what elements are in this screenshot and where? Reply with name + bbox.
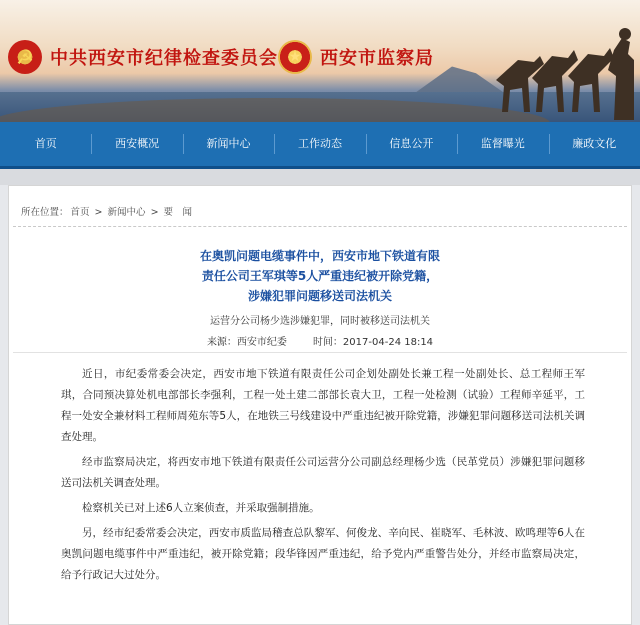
- terracotta-warriors-icon: [488, 20, 638, 122]
- article-paragraph: 检察机关已对上述6人立案侦查，并采取强制措施。: [82, 502, 320, 514]
- breadcrumb-separator: >: [147, 207, 162, 218]
- article-paragraph: 另，经市纪委常委会决定，西安市质监局稽查总队黎军、何俊龙、辛向民、崔晓军、毛林波、欧鸣理等6人在奥凯问题电缆事件中严重违纪，被开除党籍；段华锋因严重违纪，给予党内严重警告处分，并经市监察局决定，给予行政记大过处分。: [61, 527, 585, 581]
- party-emblem-icon: ☭: [8, 40, 42, 74]
- breadcrumb-prefix: 所在位置：: [21, 207, 69, 218]
- nav-item-supervision-exposure[interactable]: 监督曝光: [457, 122, 548, 166]
- site-banner: [0, 0, 640, 122]
- nav-item-home[interactable]: 首页: [34, 137, 57, 150]
- breadcrumb-headlines[interactable]: 要 闻: [163, 207, 193, 218]
- nav-item-integrity-culture[interactable]: 廉政文化: [549, 122, 640, 166]
- article-title-line: 在奥凯问题电缆事件中，西安市地下铁道有限: [199, 249, 440, 263]
- article-title-line: 责任公司王军琪等5人严重违纪被开除党籍，: [201, 269, 439, 283]
- article-title-line: 涉嫌犯罪问题移送司法机关: [247, 289, 392, 303]
- nav-item-xian-overview[interactable]: 西安概况: [91, 122, 182, 166]
- article-body: [61, 364, 585, 590]
- nav-item-info-disclosure[interactable]: 信息公开: [366, 122, 457, 166]
- nav-item-work-updates[interactable]: 工作动态: [274, 122, 365, 166]
- breadcrumb-divider: [13, 226, 627, 227]
- meta-divider: [13, 352, 627, 353]
- national-emblem-icon: ★: [278, 40, 312, 74]
- main-nav: [0, 122, 640, 169]
- article-source: 来源：西安市纪委: [206, 337, 287, 348]
- page-gap: [0, 169, 640, 185]
- nav-item-news-center[interactable]: 新闻中心: [183, 122, 274, 166]
- article-time: 时间：2017-04-24 18:14: [312, 337, 434, 348]
- breadcrumb: [21, 204, 194, 218]
- breadcrumb-news-center[interactable]: 新闻中心: [107, 207, 146, 218]
- article-subtitle: 运营分公司杨少选涉嫌犯罪，同时被移送司法机关: [210, 316, 430, 327]
- breadcrumb-separator: >: [91, 207, 106, 218]
- breadcrumb-home[interactable]: 首页: [70, 207, 90, 218]
- article-title: [9, 246, 631, 306]
- article-meta: [9, 333, 631, 348]
- org-title-supervision: 西安市监察局: [320, 48, 434, 69]
- article-paragraph: 近日，市纪委常委会决定，西安市地下铁道有限责任公司企划处副处长兼工程一处副处长、总工程师王军琪，合同预决算处机电部部长李强利，工程一处土建二部部长袁大卫，工程一处检测（试验）工程师辛延平，工程一处安全兼材料工程师周苑东等5人，在地铁三号线建设中严重违纪被开除党籍，涉嫌犯罪问题移送司法机关调查处理。: [61, 368, 585, 443]
- article-card: [8, 185, 632, 625]
- article-paragraph: 经市监察局决定，将西安市地下铁道有限责任公司运营分公司副总经理杨少选（民革党员）涉嫌犯罪问题移送司法机关调查处理。: [61, 456, 585, 489]
- org-title-commission: 中共西安市纪律检查委员会: [50, 48, 278, 69]
